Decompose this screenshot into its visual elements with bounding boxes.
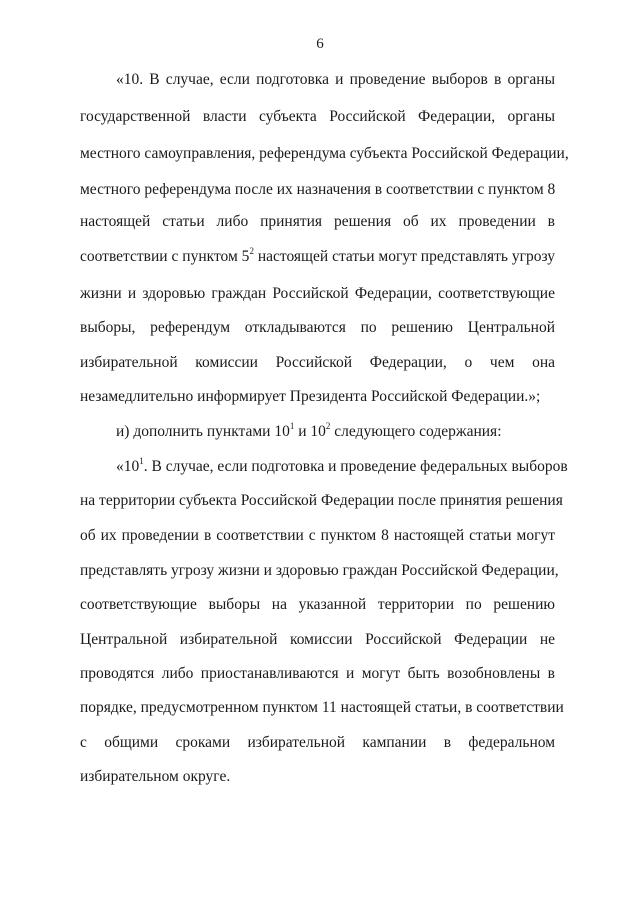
text-line: об их проведении в соответствии с пунктом 8 настоящей статьи могут: [80, 527, 555, 544]
text-line: представлять угрозу жизни и здоровью граждан Российской Федерации,: [80, 562, 559, 579]
text-line: выборы, референдум откладываются по решению Центральной: [80, 319, 555, 336]
text-line: избирательном округе.: [80, 768, 231, 785]
text-line: «10. В случае, если подготовка и проведение выборов в органы: [116, 71, 555, 88]
superscript: 2: [325, 421, 331, 431]
text-line: соответствующие выборы на указанной территории по решению: [80, 596, 555, 613]
text-line: с общими сроками избирательной кампании в федеральном: [80, 734, 555, 751]
text-fragment: следующего содержания:: [330, 423, 502, 440]
text-line: на территории субъекта Российской Федерации после принятия решения: [80, 492, 563, 509]
superscript: 1: [289, 421, 295, 431]
text-line-with-superscript: [116, 456, 568, 477]
superscript: 1: [139, 456, 144, 466]
page-number: 6: [316, 36, 324, 52]
text-line: незамедлительно информирует Президента Российской Федерации.»;: [80, 388, 541, 405]
text-line: государственной власти субъекта Российской Федерации, органы: [80, 108, 555, 125]
text-line: порядке, предусмотренном пунктом 11 настоящей статьи, в соответствии: [80, 699, 564, 716]
text-fragment: «10: [116, 458, 140, 475]
text-line: проводятся либо приостанавливаются и могут быть возобновлены в: [80, 665, 555, 682]
text-line-with-superscript: [80, 247, 555, 267]
text-fragment: и) дополнить пунктами 10: [116, 423, 290, 440]
text-line: жизни и здоровью граждан Российской Федерации, соответствующие: [80, 285, 555, 302]
text-line-with-superscript: [116, 422, 555, 442]
text-line: избирательной комиссии Российской Федерации, о чем она: [80, 354, 555, 371]
text-fragment: и 10: [294, 423, 326, 440]
text-line: местного самоуправления, референдума субъекта Российской Федерации,: [80, 145, 569, 162]
text-fragment: настоящей статьи могут представлять угрозу: [253, 248, 555, 265]
text-line: настоящей статьи либо принятия решения об их проведении в: [80, 213, 555, 230]
text-fragment: . В случае, если подготовка и проведение федеральных выборов: [143, 458, 568, 475]
text-line: Центральной избирательной комиссии Российской Федерации не: [80, 631, 555, 648]
superscript: 2: [249, 246, 254, 256]
text-line: местного референдума после их назначения в соответствии с пунктом 8: [80, 181, 556, 198]
text-fragment: соответствии с пунктом 5: [80, 248, 250, 265]
